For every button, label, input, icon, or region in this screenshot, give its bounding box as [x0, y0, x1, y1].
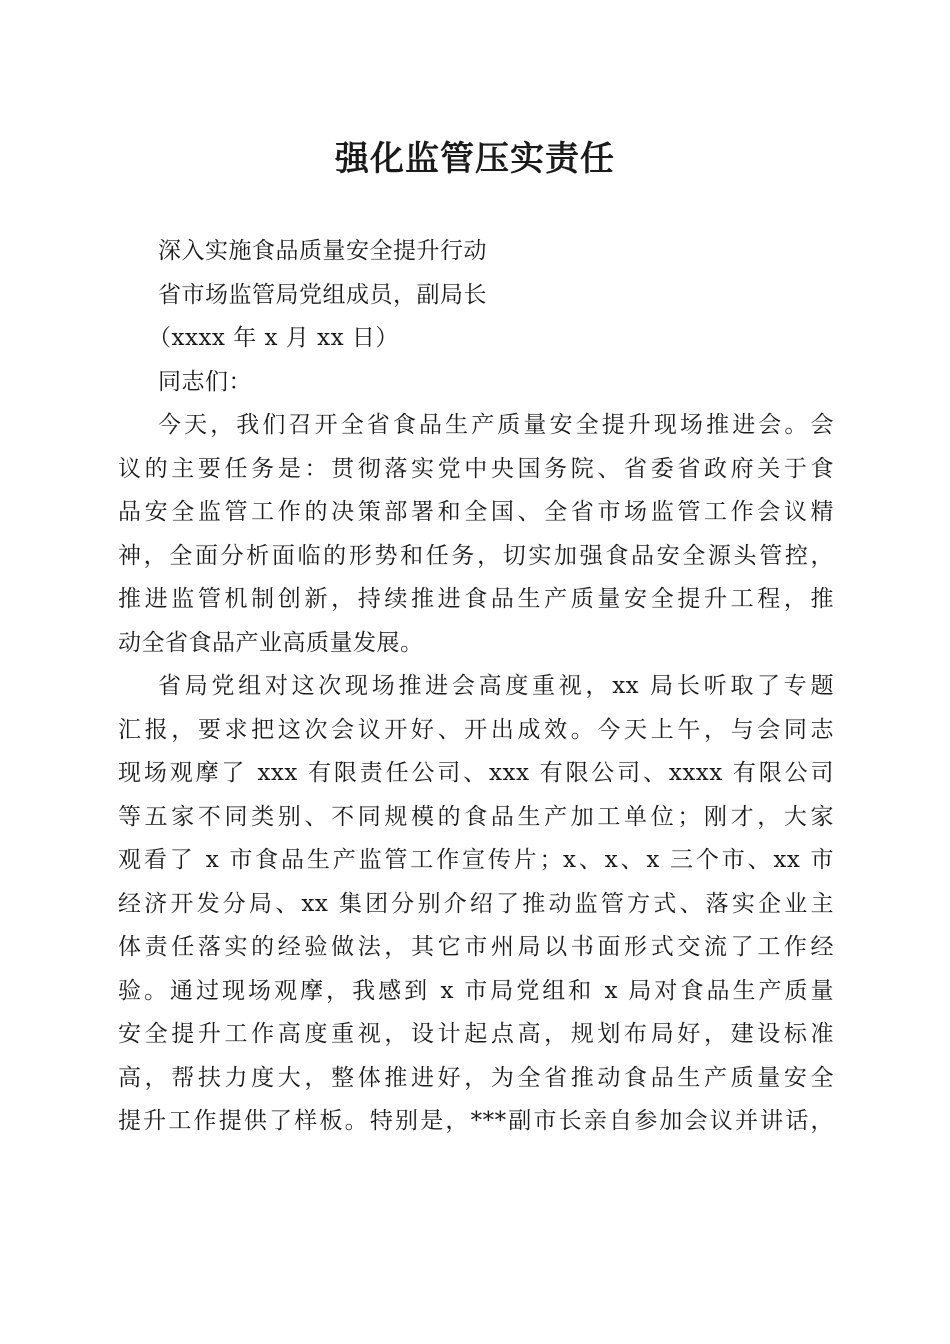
document-title: 强化监管压实责任: [335, 139, 615, 179]
paragraph2-line: 观看了 x 市食品生产监管工作宣传片；x、x、x 三个市、xx 市: [118, 847, 834, 873]
subtitle: 深入实施食品质量安全提升行动: [158, 238, 487, 264]
paragraph1-line: 动全省食品产业高质量发展。: [118, 629, 424, 656]
paragraph2-line: 验。通过现场观摩，我感到 x 市局党组和 x 局对食品生产质量: [118, 977, 834, 1004]
paragraph1-line: 议的主要任务是：贯彻落实党中央国务院、省委省政府关于食: [118, 455, 834, 482]
date-line: （xxxx 年 x 月 xx 日）: [148, 325, 399, 351]
paragraph2-line: 省局党组对这次现场推进会高度重视，xx 局长听取了专题: [158, 673, 834, 699]
paragraph2-line: 等五家不同类别、不同规模的食品生产加工单位；刚才，大家: [118, 803, 834, 830]
paragraph1-line: 推进监管机制创新，持续推进食品生产质量安全提升工程，推: [118, 586, 834, 612]
paragraph1-line: 今天，我们召开全省食品生产质量安全提升现场推进会。会: [158, 412, 834, 438]
paragraph2-line: 经济开发分局、xx 集团分别介绍了推动监管方式、落实企业主: [118, 890, 834, 917]
paragraph2-line: 提升工作提供了样板。特别是，***副市长亲自参加会议并讲话，: [118, 1108, 834, 1134]
author-line: 省市场监管局党组成员，副局长: [158, 281, 487, 308]
paragraph1-line: 品安全监管工作的决策部署和全国、全省市场监管工作会议精: [118, 499, 834, 525]
paragraph1-line: 神，全面分析面临的形势和任务，切实加强食品安全源头管控，: [118, 542, 834, 569]
document-body: [118, 230, 834, 1144]
paragraph2-line: 现场观摩了 xxx 有限责任公司、xxx 有限公司、xxxx 有限公司: [118, 760, 834, 786]
salutation: 同志们：: [158, 368, 252, 395]
paragraph2-line: 安全提升工作高度重视，设计起点高，规划布局好，建设标准: [118, 1021, 834, 1047]
paragraph2-line: 汇报，要求把这次会议开好、开出成效。今天上午，与会同志: [118, 716, 834, 743]
paragraph2-line: 高，帮扶力度大，整体推进好，为全省推动食品生产质量安全: [118, 1064, 834, 1091]
paragraph2-line: 体责任落实的经验做法，其它市州局以书面形式交流了工作经: [118, 934, 834, 960]
